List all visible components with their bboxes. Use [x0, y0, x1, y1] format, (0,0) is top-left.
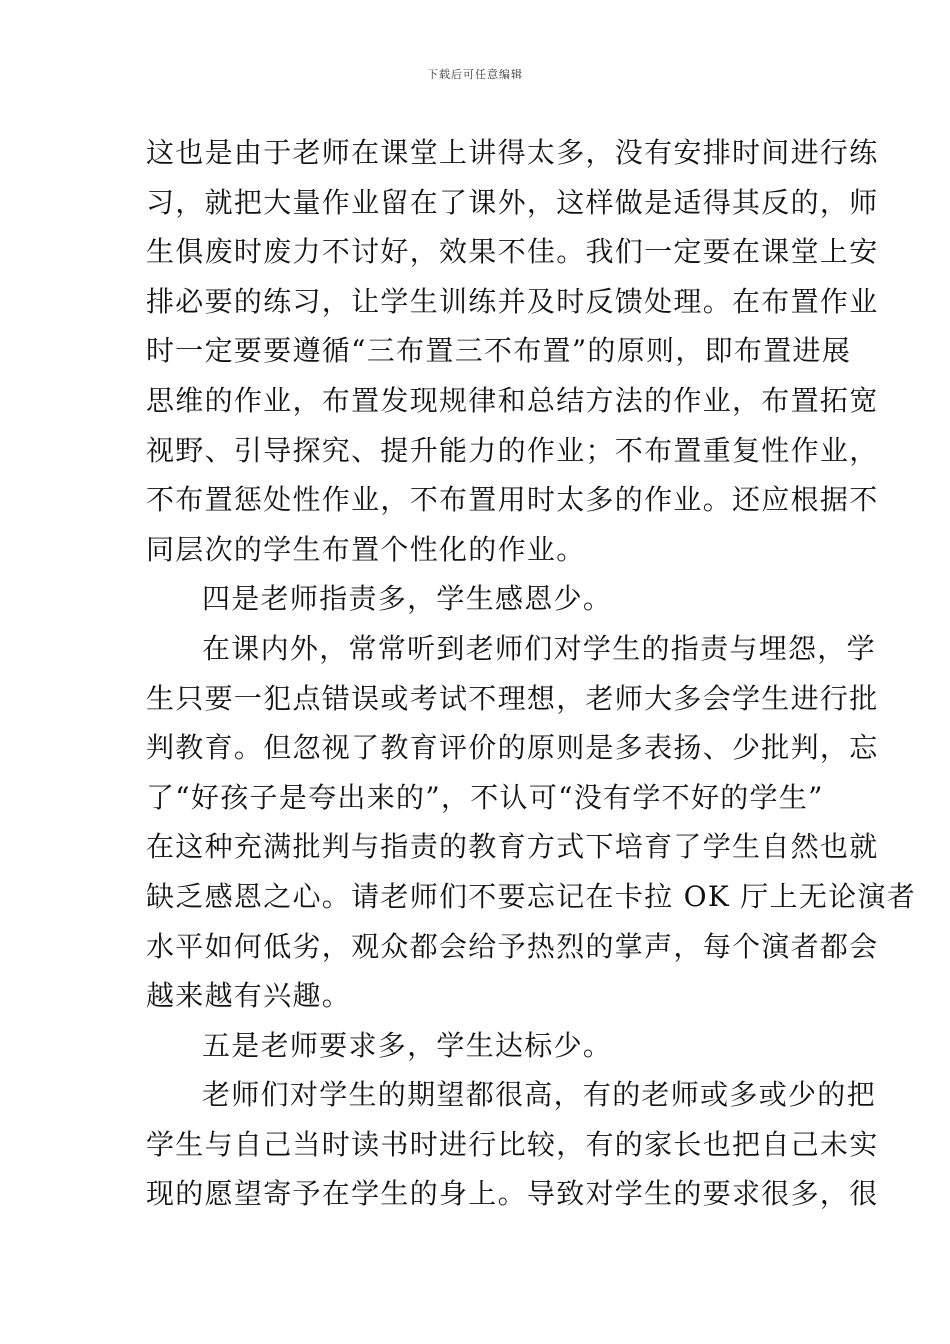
text-line: 思维的作业，布置发现规律和总结方法的作业，布置拓宽: [146, 383, 879, 417]
text-line: 老师们对学生的期望都很高，有的老师或多或少的把: [202, 1078, 876, 1112]
page-header: 下载后可任意编辑: [427, 68, 523, 81]
text-line: 学生与自己当时读书时进行比较，有的家长也把自己未实: [146, 1127, 879, 1161]
text-line: 判教育。但忽视了教育评价的原则是多表扬、少批判，忘: [146, 731, 879, 765]
text-line: 生俱废时废力不讨好，效果不佳。我们一定要在课堂上安: [146, 235, 879, 269]
text-line: 习，就把大量作业留在了课外，这样做是适得其反的，师: [146, 185, 879, 219]
text-line: 在这种充满批判与指责的教育方式下培育了学生自然也就: [146, 830, 879, 864]
text-line: 五是老师要求多，学生达标少。: [202, 1028, 613, 1062]
text-line: 缺乏感恩之心。请老师们不要忘记在卡拉 OK 厅上无论演者: [146, 879, 917, 913]
text-line: 越来越有兴趣。: [146, 979, 352, 1013]
text-line: 水平如何低劣，观众都会给予热烈的掌声，每个演者都会: [146, 929, 879, 963]
document-body: [146, 128, 917, 1219]
text-line: 排必要的练习，让学生训练并及时反馈处理。在布置作业: [146, 284, 879, 318]
text-line: 同层次的学生布置个性化的作业。: [146, 532, 586, 566]
text-line: 时一定要要遵循“三布置三不布置”的原则，即布置进展: [146, 334, 852, 368]
text-line: 生只要一犯点错误或考试不理想，老师大多会学生进行批: [146, 681, 879, 715]
text-line: 在课内外，常常听到老师们对学生的指责与埋怨，学: [202, 631, 876, 665]
text-line: 四是老师指责多，学生感恩少。: [202, 582, 613, 616]
text-line: 这也是由于老师在课堂上讲得太多，没有安排时间进行练: [146, 136, 879, 169]
text-line: 视野、引导探究、提升能力的作业；不布置重复性作业，: [146, 433, 879, 467]
text-line: 不布置惩处性作业，不布置用时太多的作业。还应根据不: [146, 483, 879, 517]
text-line: 现的愿望寄予在学生的身上。导致对学生的要求很多，很: [146, 1177, 879, 1211]
text-line: 了“好孩子是夸出来的”，不认可“没有学不好的学生”: [146, 780, 824, 814]
